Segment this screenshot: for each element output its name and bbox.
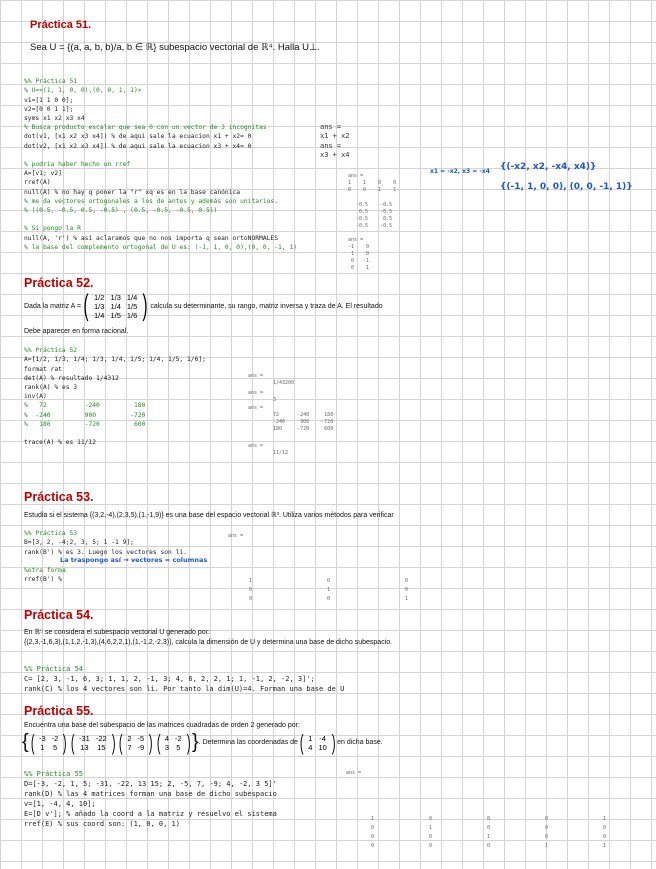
p55-output: 1 0 0 0 1 0 1 0 0 0 0 0 1 0 0 0 0 0 1 1 [371,816,607,849]
p51-rref-output: ans = 1 1 0 0 0 0 1 1 [348,173,397,193]
p52-title: Práctica 52. [24,276,94,290]
p52-rank-output: ans = 3 [248,390,277,403]
p51-handwritten-set: {(-x2, x2, -x4, x4)} [500,162,597,172]
p51-handwritten-basis: {(-1, 1, 0, 0), (0, 0, -1, 1)} [500,182,633,192]
p52-statement: Dada la matriz A = ( 1/2 1/3 1/4 1/3 1/4 1/5 1/4 1/5 1/6 ) calcula su determinante, su rango, matriz inversa y traza de A. El resultado [24,289,383,322]
p55-statement: Encuentra una base del subespacio de las matrices cuadradas de orden 2 generado por: [24,722,300,729]
p54-statement: En ℝ⁵ se considera el subespacio vectorial U generado por: [24,629,210,636]
p54-statement-2: {(2,3,-1,6,3),(1,1,2,-1,3),(4,6,2,2,1),(1,-1,2,-2,3)}, calcula la dimensión de U y determina una base de dicho subespacio. [24,639,393,646]
p54-code: %% Práctica 54 C= [2, 3, -1, 6, 3; 1, 1, 2, -1, 3; 4, 6, 2, 2, 1; 1, -1, 2, -2, 3]'; rank(C) % los 4 vectores son li. Por tanto la dim(U)=4. Forman una base de U [24,665,345,693]
p52-statement-2: Debe aparecer en forma racional. [24,328,129,335]
p51-output: ans = x1 + x2 ans = x3 + x4 [320,122,350,159]
p55-matrices: { ( -3 -2 1 5 ) ( -31 -22 13 15 ) ( 2 -5 7 -9 ) ( 4 -2 3 5 ) } . Determina las coordenadas de ( 1 -4 4 10 ) en dicha base. [22,729,383,755]
p51-code: %% Práctica 51 % U=<(1, 1, 0, 0),(0, 0, 1, 1)> v1=[1 1 0 0]; v2=[0 0 1 1]; syms x1 x2 x3 x4 % Busca producto escalar que sea 0 con un vector de 3 incognitas dot(v1, [x1 x2 x3 x4]) % de aqui sale la ecuacion x1 + x2= 0 dot(v2, [x1 x2 x3 x4]) % de aqui sale la ecuacion x3 + x4= 0 % podria haber hecho un rref A=[v1; v2] rref(A) null(A) % no hay q poner la "r" xq es en la base canónica % me da vectores ortogonales a los de antes y además son unitarios. % ((0.5, -0.5, 0.5, -0.5) , (0.5, -0.5, -0.5, 0.5)) % Si pongo la R null(A, 'r') % así aclaramos que no nos importa q sean ortoNORMALES % la base del complemento ortogonal de U es: (-1, 1, 0, 0),(0, 0, -1, 1) [24,78,297,251]
p53-statement: Estudia si el sistema {(3,2,-4),(2,3,5),(1,-1,9)} es una base del espacio vectorial ℝ³. Utiliza varios métodos para verificar [24,512,394,519]
p55-ans-label: ans = [346,770,362,776]
p51-handwritten-eq: x1 = -x2, x3 = -x4 [430,168,490,175]
p51-null-output: -0.5 -0.5 0.5 -0.5 -0.5 0.5 -0.5 -0.5 [356,202,393,229]
p55-title: Práctica 55. [24,704,94,718]
p53-ans-label: ans = [228,533,244,539]
p53-code: %% Práctica 53 B=[3, 2, -4;2, 3, 5; 1 -1 9]; rank(B') % es 3. Luego los vectores son li. %otra forma rref(B') % [24,530,188,584]
p53-title: Práctica 53. [24,490,94,504]
p51-null-r-output: ans = -1 0 1 0 0 -1 0 1 [348,237,370,271]
p54-title: Práctica 54. [24,608,94,622]
p52-code: %% Práctica 52 A=[1/2, 1/3, 1/4; 1/3, 1/4, 1/5; 1/4, 1/5, 1/6]; format rat det(A) % resultado 1/4312 rank(A) % es 3 inv(A) % 72 -240 180 % -240 900 -720 % 180 -720 600 trace(A) % es 11/12 [24,347,206,447]
p52-trace-output: ans = 11/12 [248,443,289,456]
p52-det-output: ans = 1/43200 [248,373,295,386]
p53-output: 1 0 0 0 1 0 0 0 1 [249,578,409,602]
p53-handwritten-note: La traspongo así → vectores = columnas [60,556,208,564]
p52-inv-output: ans = 72 -240 180 -240 900 -720 180 -720 600 [248,405,334,432]
p52-matrix: ( 1/2 1/3 1/4 1/3 1/4 1/5 1/4 1/5 1/6 ) [83,289,148,322]
p51-title: Práctica 51. [30,19,92,31]
p55-code: %% Práctica 55 D=[-3, -2, 1, 5; -31, -22, 13 15; 2, -5, 7, -9; 4, -2, 3 5]' rank(D) % las 4 matrices forman una base de dicho subespacio v=[1, -4, 4, 10]; E=[D v']; % añado la coord a la matriz y resuelvo el sistema rref(E) % sus coord son: (1, 0, 0, 1) [24,770,277,828]
p51-statement: Sea U = {(a, a, b, b)/a, b ∈ ℝ} subespacio vectorial de ℝ⁴. Halla U⊥. [30,42,320,53]
